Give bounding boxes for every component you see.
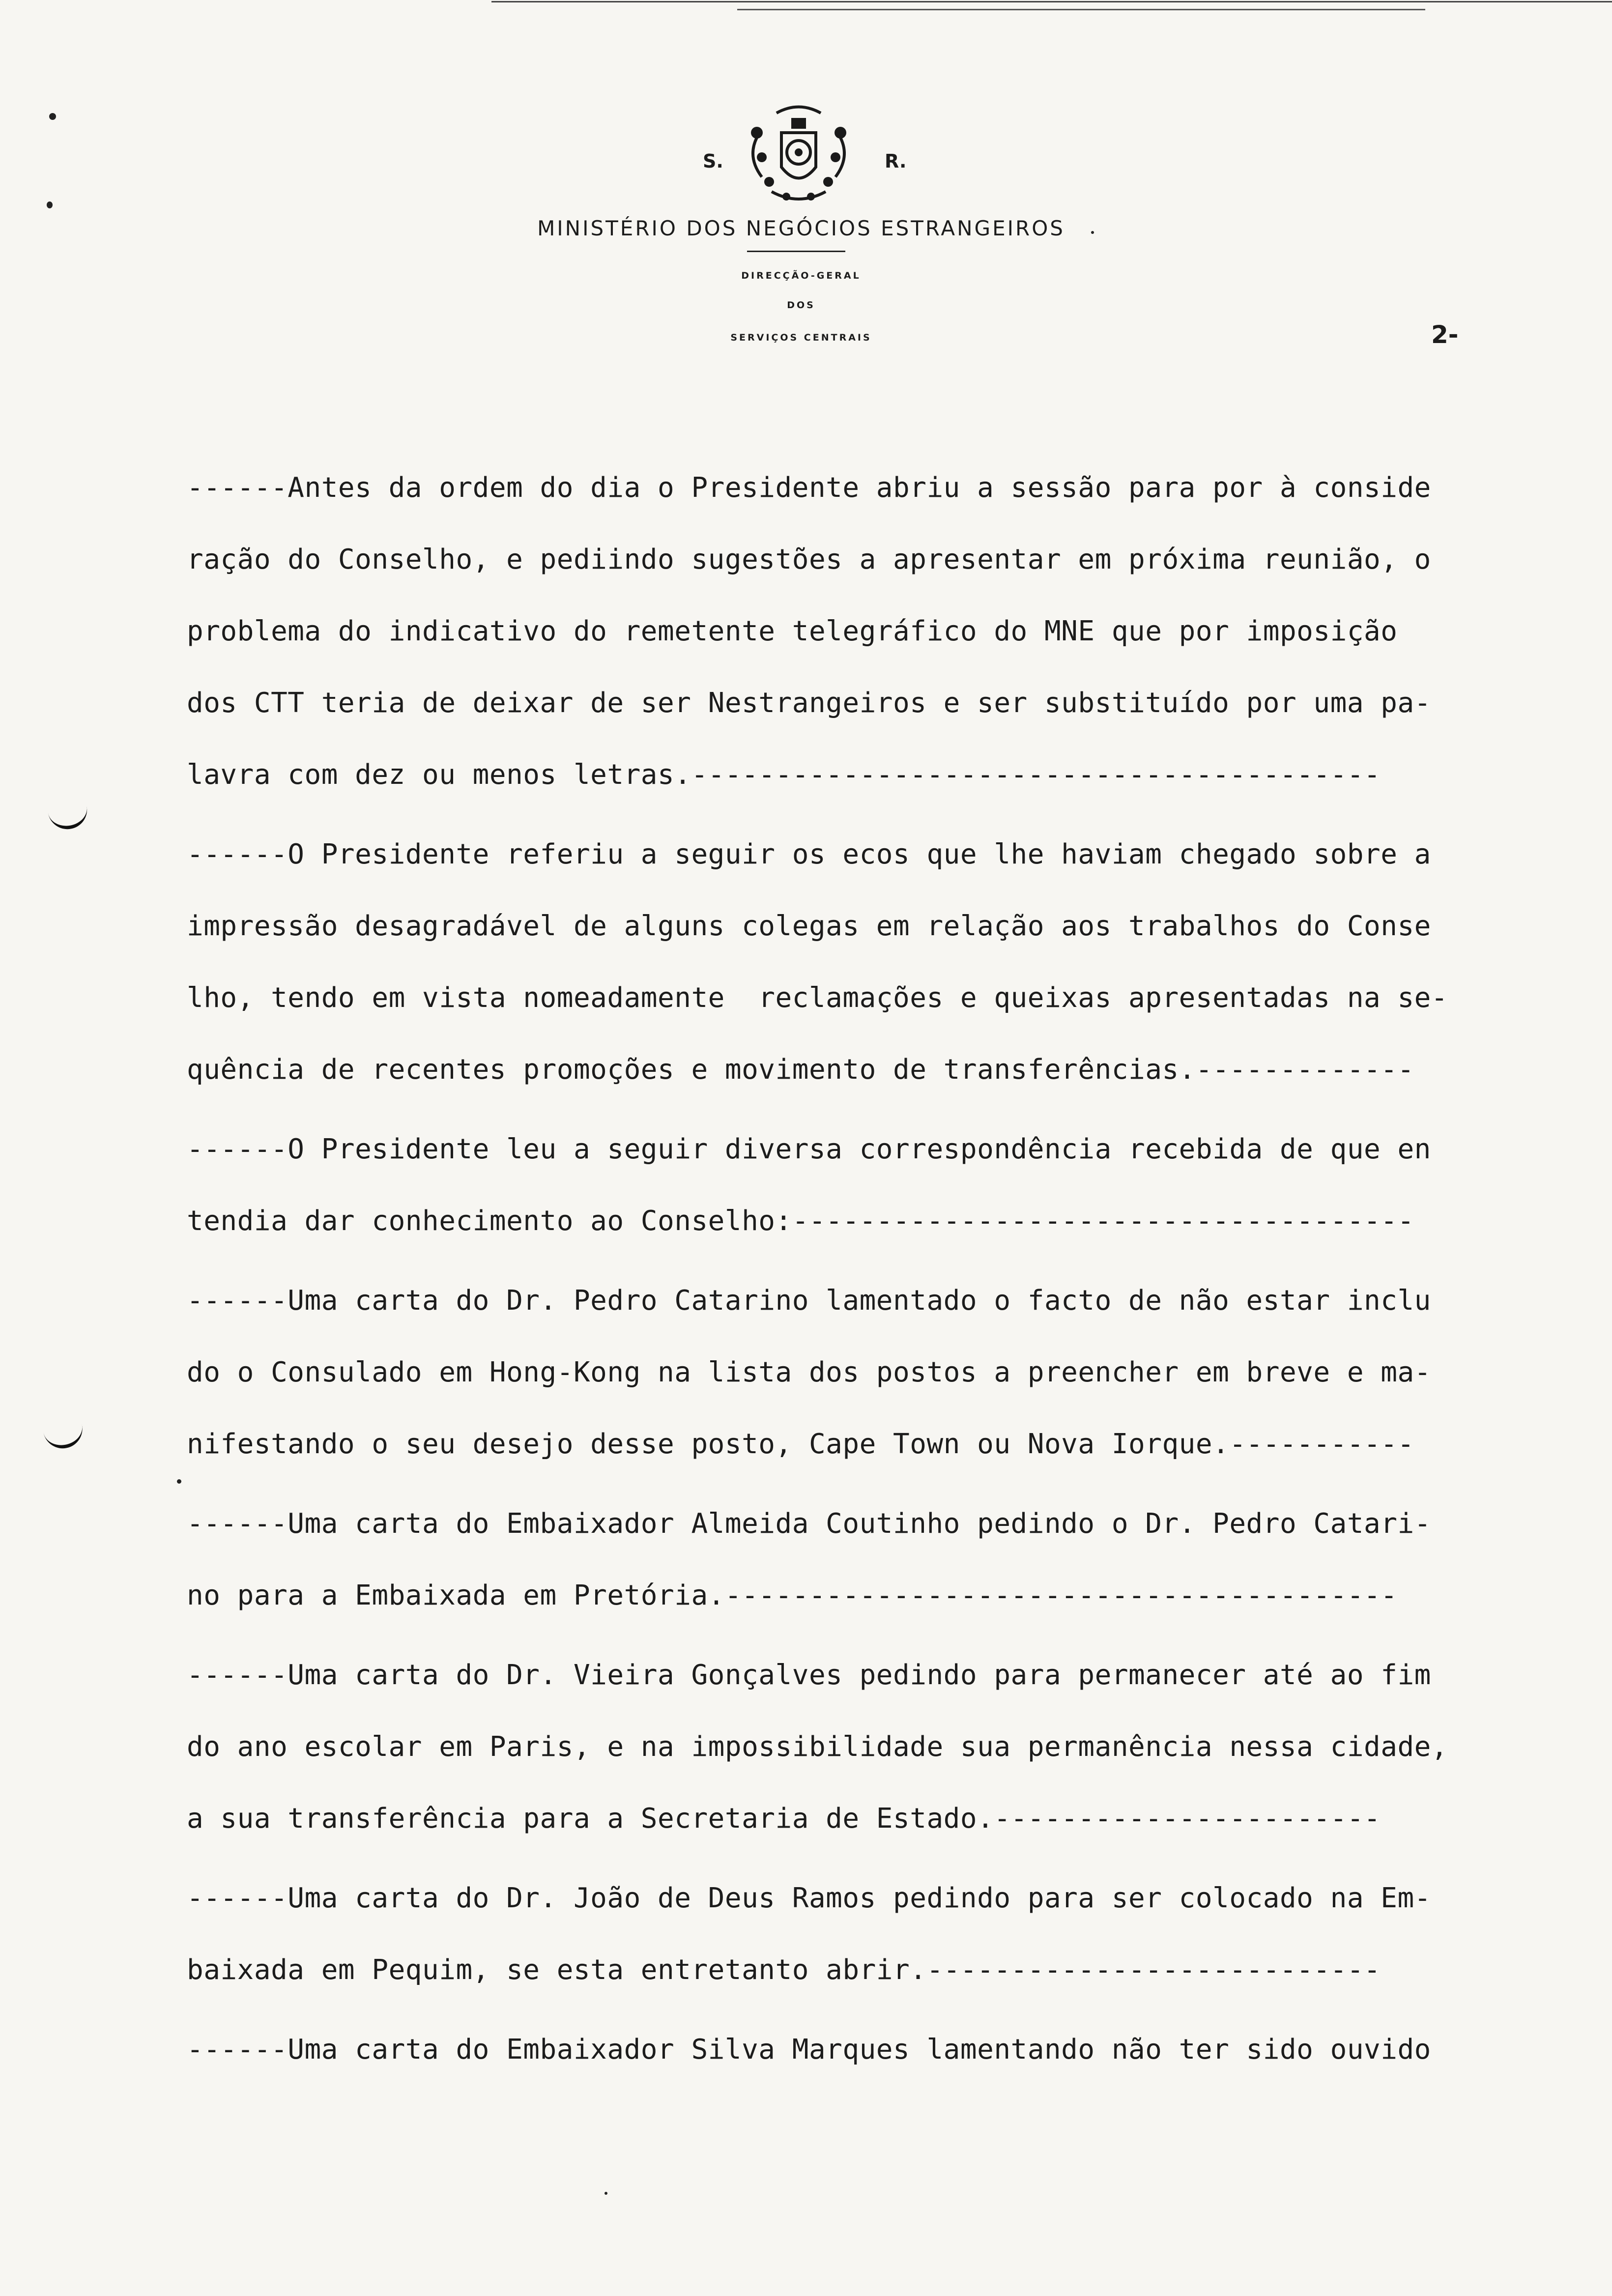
paragraph-letter-catarino bbox=[187, 1265, 1524, 1480]
paragraph-complaints bbox=[187, 819, 1524, 1106]
text-line: impressão desagradável de alguns colegas em relação aos trabalhos do Conse bbox=[187, 910, 1431, 942]
letterhead bbox=[482, 103, 1121, 359]
department-line-1: DIRECÇÃO-GERAL bbox=[741, 270, 861, 281]
minutes-body bbox=[187, 452, 1524, 2094]
department-line-2: DOS bbox=[787, 300, 815, 311]
text-line: ------Uma carta do Dr. Pedro Catarino lamentado o facto de não estar inclu bbox=[187, 1285, 1431, 1317]
top-edge-line-2 bbox=[737, 9, 1425, 10]
text-line: ------Uma carta do Embaixador Almeida Coutinho pedindo o Dr. Pedro Catari- bbox=[187, 1508, 1431, 1540]
letterhead-s: S. bbox=[703, 150, 723, 172]
paragraph-letter-goncalves bbox=[187, 1639, 1524, 1855]
letterhead-r: R. bbox=[885, 150, 907, 172]
text-line: ------Antes da ordem do dia o Presidente abriu a sessão para por à conside bbox=[187, 472, 1431, 504]
scan-speck bbox=[1091, 231, 1094, 234]
top-edge-line bbox=[491, 1, 1612, 2]
text-line: tendia dar conhecimento ao Conselho:------------------------------------- bbox=[187, 1205, 1414, 1237]
page-number: 2- bbox=[1431, 320, 1459, 349]
text-line: do o Consulado em Hong-Kong na lista dos postos a preencher em breve e ma- bbox=[187, 1356, 1431, 1388]
text-line: nifestando o seu desejo desse posto, Cape Town ou Nova Iorque.----------- bbox=[187, 1428, 1414, 1460]
paragraph-letter-marques bbox=[187, 2014, 1524, 2086]
text-line: problema do indicativo do remetente telegráfico do MNE que por imposição bbox=[187, 615, 1398, 647]
margin-pen-mark bbox=[48, 803, 90, 832]
ministry-divider bbox=[747, 251, 845, 252]
paragraph-letter-ramos bbox=[187, 1863, 1524, 2006]
paragraph-letter-coutinho bbox=[187, 1488, 1524, 1632]
paragraph-correspondence bbox=[187, 1114, 1524, 1257]
text-line: ------O Presidente referiu a seguir os ecos que lhe haviam chegado sobre a bbox=[187, 838, 1431, 870]
scan-speck bbox=[47, 201, 53, 208]
scan-speck bbox=[49, 113, 56, 120]
ministry-title: MINISTÉRIO DOS NEGÓCIOS ESTRANGEIROS bbox=[537, 216, 1065, 240]
text-line: ------O Presidente leu a seguir diversa correspondência recebida de que en bbox=[187, 1133, 1431, 1165]
text-line: ------Uma carta do Embaixador Silva Marques lamentando não ter sido ouvido bbox=[187, 2034, 1431, 2066]
coat-of-arms-icon bbox=[742, 103, 855, 206]
text-line: lavra com dez ou menos letras.----------------------------------------- bbox=[187, 759, 1381, 791]
text-line: ração do Conselho, e pediindo sugestões a apresentar em próxima reunião, o bbox=[187, 544, 1431, 575]
text-line: do ano escolar em Paris, e na impossibilidade sua permanência nessa cidade, bbox=[187, 1731, 1448, 1763]
paragraph-session-opening bbox=[187, 452, 1524, 811]
text-line: quência de recentes promoções e movimento de transferências.------------- bbox=[187, 1054, 1414, 1086]
scan-speck bbox=[177, 1479, 181, 1484]
text-line: dos CTT teria de deixar de ser Nestrangeiros e ser substituído por uma pa- bbox=[187, 687, 1431, 719]
margin-pen-mark bbox=[42, 1416, 86, 1452]
text-line: ------Uma carta do Dr. João de Deus Ramos pedindo para ser colocado na Em- bbox=[187, 1882, 1431, 1914]
text-line: lho, tendo em vista nomeadamente reclamações e queixas apresentadas na se- bbox=[187, 982, 1448, 1014]
department-line-3: SERVIÇOS CENTRAIS bbox=[730, 332, 872, 343]
scan-speck bbox=[604, 2192, 607, 2195]
text-line: a sua transferência para a Secretaria de Estado.----------------------- bbox=[187, 1803, 1381, 1835]
text-line: baixada em Pequim, se esta entretanto abrir.--------------------------- bbox=[187, 1954, 1381, 1986]
text-line: no para a Embaixada em Pretória.---------------------------------------- bbox=[187, 1579, 1398, 1611]
text-line: ------Uma carta do Dr. Vieira Gonçalves pedindo para permanecer até ao fim bbox=[187, 1659, 1431, 1691]
